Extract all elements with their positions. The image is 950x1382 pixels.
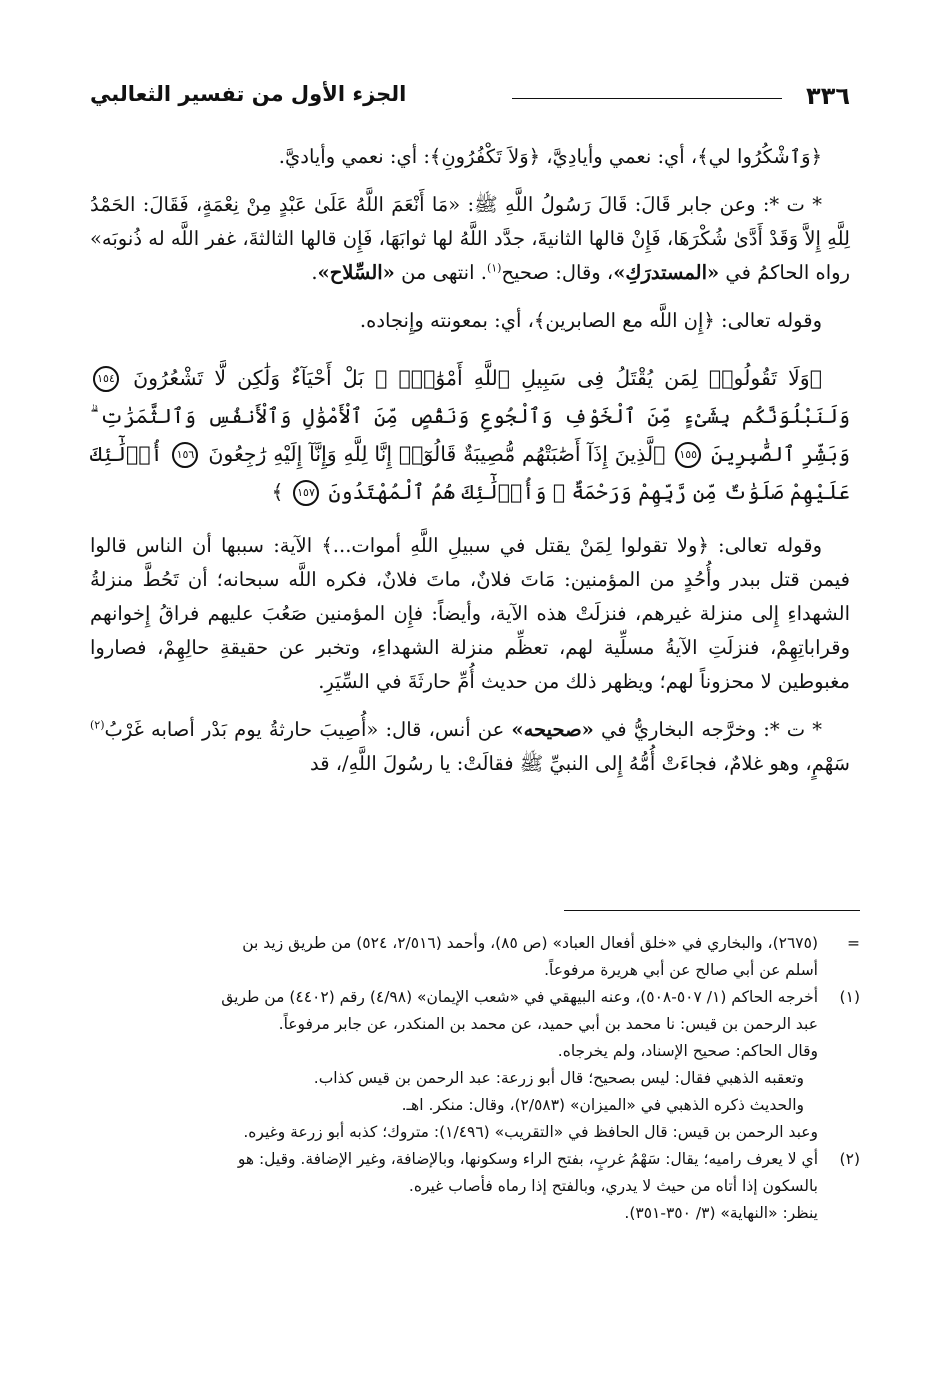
- footnote-ref-1[interactable]: (١): [486, 261, 502, 275]
- quran-verse-155: وَلَنَبْلُوَنَّكُم بِشَىْءٍ مِّنَ ٱلْخَوْفِ وَٱلْجُوعِ وَنَقْصٍ مِّنَ ٱلْأَمْوَٰلِ وَٱلْأَنفُسِ وَٱلثَّمَرَٰتِ ۗ وَبَشِّرِ ٱلصَّٰبِرِينَ: [90, 403, 850, 466]
- quran-close-bracket: ﴾: [271, 479, 284, 504]
- paragraph-bukhari-haritha: [90, 713, 850, 781]
- footnote-line: (٢٦٧٥)، والبخاري في «خلق أفعال العباد» (ص ٨٥)، وأحمد (٢/٥١٦، ٥٢٤) من طريق زيد بن: [242, 934, 818, 952]
- footnote-separator: [564, 910, 860, 911]
- footnote-line: أي لا يعرف راميه؛ يقال: سَهْمُ غربٍ، بفتح الراء وسكونها، وبالإضافة، وغير الإضافة. وقيل: هو: [237, 1150, 818, 1168]
- paragraph-sabirin: وقوله تعالى: ﴿إِن اللَّه مع الصابرين﴾، أي: بمعونته وإِنجاده.: [359, 309, 822, 332]
- footnote-line: وتعقبه الذهبي فقال: ليس بصحيح؛ قال أبو زرعة: عبد الرحمن بن قيس كذاب.: [313, 1069, 804, 1087]
- paragraph-shukr: ﴿وَٱشْكُرُوا لي﴾، أي: نعمي وأيادِيَّ، ﴿وَلاَ تَكْفُرُونِ﴾: أي: نعمي وأياديَّ.: [278, 145, 822, 168]
- footnote-2: [90, 1146, 860, 1227]
- footnote-continued: [90, 930, 860, 984]
- hadith-text: * ت *: وعن جابر قَالَ: قَالَ رَسُولُ اللَّهِ ﷺ: «مَا أَنْعَمَ اللَّهُ عَلَىٰ عَبْدٍ مِنْ نِعْمَةٍ، فَقَالَ: الحَمْدُ لِلَّهِ إِلاَّ وَقَدْ أَدَّىٰ شُكْرَهَا، فَإِنْ قالها الثانيةَ، جدَّد اللَّهُ لها ثوابَهَا، فَإِن قالها الثالثةَ، غفر اللَّه له ذُنوبَه» رواه الحاكمُ في: [90, 193, 850, 284]
- source-silah: «السِّلاح»: [317, 261, 395, 284]
- quran-verse-154: ﴿وَلَا تَقُولُوا۟ لِمَن يُقْتَلُ فِى سَبِيلِ ٱللَّهِ أَمْوَٰتٌۢ ۚ بَلْ أَحْيَآءٌ وَلَٰكِن لَّا تَشْعُرُونَ: [133, 365, 822, 390]
- bukhari-intro: * ت *: وخرَّجه البخاريُّ في: [593, 717, 822, 741]
- footnote-line: وعبد الرحمن بن قيس: قال الحافظ في «التقريب» (١/٤٩٦): متروك؛ كذبه أبو زرعة وغيره.: [243, 1123, 818, 1141]
- footnote-ref-2[interactable]: (٢): [90, 718, 105, 731]
- haritha-text: عن أنس، قال: «أُصِيبَ حارثةُ يوم بَدْر أصابه غَرْبُ: [104, 717, 512, 741]
- footnote-line: أسلم عن أبي صالح عن أبي هريرة مرفوعاً.: [544, 961, 818, 979]
- footnotes: [90, 930, 860, 1227]
- footnote-line: ينظر: «النهاية» (٣/ ٣٥٠-٣٥١).: [624, 1204, 818, 1222]
- footnote-1: [90, 984, 860, 1146]
- footnote-2-marker: (٢): [839, 1150, 860, 1168]
- footnote-line: بالسكون إذا أتاه من حيث لا يدري، وبالفتح إذا رماه فأصاب غيره.: [408, 1177, 818, 1195]
- header-rule: [512, 98, 782, 99]
- quran-verses-block: [90, 359, 850, 511]
- ayah-number-155: ١٥٥: [675, 442, 701, 468]
- hadith-end: . انتهى من: [394, 261, 487, 284]
- footnote-cont-marker: =: [847, 934, 860, 952]
- hadith-grade: ، وقال: صحيح: [501, 261, 614, 284]
- paragraph-tafsir-shuhada: وقوله تعالى: ﴿ولا تقولوا لِمَنْ يقتل في سبيلِ اللَّهِ أموات...﴾ الآية: سببها أن الناس قالوا فيمن قتل ببدر وأُحُدٍ من المؤمنين: مَاتَ فلانٌ، ماتَ فلانٌ، فكره اللَّه سبحانه؛ أن تَحُطَّ منزلةُ الشهداءِ إِلى منزلة غيرهم، فنزلَتْ هذه الآية، وأيضاً: فإِن المؤمنين صَعُبَ عليهم فراقُ إِخوانهم وقراباتِهِمْ، فنزلَتِ الآيةُ مسلِّية لهم، تعظِّم منزلة الشهداءِ، وتخبر عن حقيقةِ حالِهِمْ، فصاروا مغبوطين لا محزوناً لهم؛ ويظهر ذلك من حديث أُمِّ حارثَةَ في السِّيَرِ.: [90, 533, 850, 693]
- quran-verse-156: ٱلَّذِينَ إِذَآ أَصَٰبَتْهُم مُّصِيبَةٌ قَالُوٓا۟ إِنَّا لِلَّهِ وَإِنَّآ إِلَيْهِ رَٰجِعُونَ: [208, 441, 666, 466]
- footnote-1-marker: (١): [839, 988, 860, 1006]
- main-text: [90, 140, 850, 795]
- footnote-line: عبد الرحمن بن قيس: نا محمد بن أبي حميد، عن محمد بن المنكدر، عن جابر مرفوعاً.: [278, 1015, 818, 1033]
- paragraph-hadith-jabir: [90, 188, 850, 290]
- source-mustadrak: «المستدرَكِ»: [613, 261, 720, 284]
- hadith-period: .: [311, 261, 318, 284]
- ayah-number-154: ١٥٤: [93, 366, 119, 392]
- running-title: الجزء الأول من تفسير الثعالبي: [90, 82, 407, 106]
- ayah-number-157: ١٥٧: [293, 480, 319, 506]
- footnote-line: أخرجه الحاكم (١/ ٥٠٧-٥٠٨)، وعنه البيهقي في «شعب الإيمان» (٤/٩٨) رقم (٤٤٠٢) من طريق: [221, 988, 818, 1006]
- source-sahih: «صحيحه»: [511, 717, 594, 741]
- running-header: [90, 82, 850, 118]
- footnote-line: والحديث ذكره الذهبي في «الميزان» (٢/٥٨٣)، وقال: منكر. اهـ.: [401, 1096, 804, 1114]
- haritha-text-cont: سَهْمٍ، وهو غلامٌ، فجاءَتْ أُمُّهُ إِلى النبيِّ ﷺ فقالَتْ: يا رسُولَ اللَّهِ/، قد: [309, 751, 850, 775]
- quran-verse-157: أُو۟لَٰٓئِكَ عَلَيْهِمْ صَلَوَٰتٌ مِّن رَّبِّهِمْ وَرَحْمَةٌ ۖ وَأُو۟لَٰٓئِكَ هُمُ ٱلْمُهْتَدُونَ: [90, 441, 850, 504]
- ayah-number-156: ١٥٦: [172, 442, 198, 468]
- footnote-line: وقال الحاكم: صحيح الإسناد، ولم يخرجاه.: [557, 1042, 818, 1060]
- page-number: ٣٣٦: [806, 82, 850, 110]
